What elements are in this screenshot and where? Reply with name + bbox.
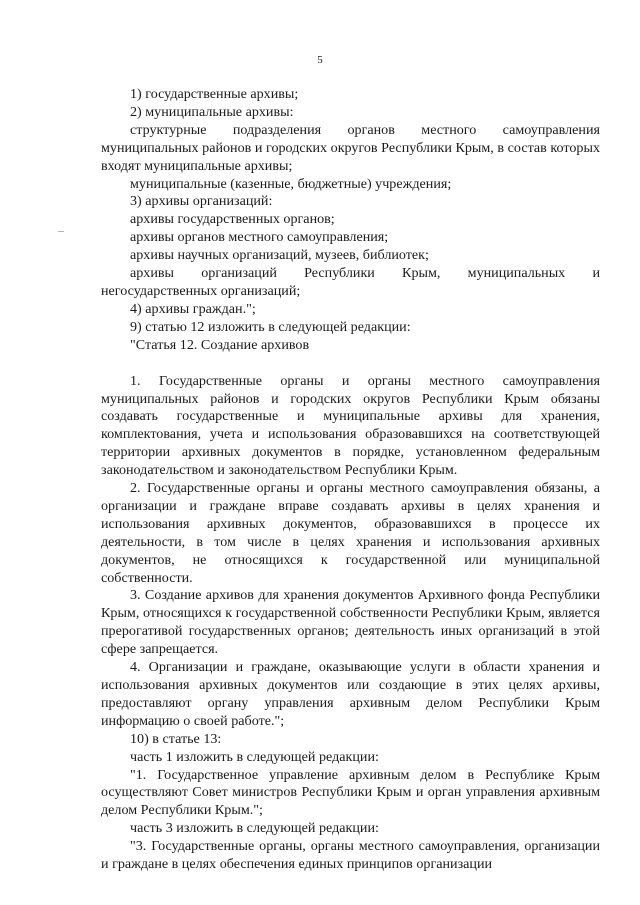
paragraph-part-3-edit: часть 3 изложить в следующей редакции: <box>130 820 379 837</box>
paragraph-scientific-archives: архивы научных организаций, музеев, библиотек; <box>130 247 429 264</box>
article-12-part-3: 3. Создание архивов для хранения документов Архивного фонда Республики Крым, относящихся к государственной собственности Республики Крым, является прерогативой государственных органов; деятельность иных организаций в этой сфере запрещается. <box>101 587 600 658</box>
paragraph-amendment-article-12: 9) статью 12 изложить в следующей редакции: <box>130 318 411 335</box>
paragraph-municipal-institutions: муниципальные (казенные, бюджетные) учреждения; <box>130 175 452 192</box>
article-12-heading: "Статья 12. Создание архивов <box>130 336 310 353</box>
article-13-part-1: "1. Государственное управление архивным делом в Республике Крым осуществляют Совет министров Республики Крым и орган управления архивным делом Республики Крым."; <box>101 766 600 819</box>
paragraph-state-bodies-archives: архивы государственных органов; <box>130 211 335 228</box>
article-12-part-1: 1. Государственные органы и органы местного самоуправления муниципальных районов и городских округов Республики Крым обязаны создавать государственные и муниципальные архивы для хранения, комплектования, учета и использования образовавшихся на соответствующей территории архивных документов в порядке, установленном федеральным законодательством и законодательством Республики Крым. <box>101 372 600 479</box>
list-item-organization-archives: 3) архивы организаций: <box>130 193 273 210</box>
paragraph-structural-units: структурные подразделения органов местного самоуправления муниципальных районов и городских округов Республики Крым, в состав которых входят муниципальные архивы; <box>101 121 600 174</box>
paragraph-amendment-article-13: 10) в статье 13: <box>130 730 222 747</box>
list-item-municipal-archives: 2) муниципальные архивы: <box>130 103 294 120</box>
paragraph-crimea-organizations-archives: архивы организаций Республики Крым, муниципальных и негосударственных организаций; <box>101 265 600 299</box>
article-12-part-2: 2. Государственные органы и органы местного самоуправления обязаны, а организации и граждане вправе создавать архивы в целях хранения и использования архивных документов, образовавшихся в процессе их деятельности, в том числе в целях хранения и использования архивных документов, не относящихся к государственной или муниципальной собственности. <box>101 480 600 586</box>
list-item-state-archives: 1) государственные архивы; <box>130 86 299 102</box>
paragraph-local-government-archives: архивы органов местного самоуправления; <box>130 229 389 246</box>
page-number: 5 <box>317 54 323 66</box>
article-12-part-4: 4. Организации и граждане, оказывающие услуги в области хранения и использования архивных документов или создающие в этих целях архивы, предоставляют органу управления архивным делом Республики Крым информацию о своей работе."; <box>101 659 600 729</box>
document-body <box>101 86 600 874</box>
margin-mark <box>58 231 64 232</box>
list-item-citizen-archives: 4) архивы граждан."; <box>130 300 256 317</box>
paragraph-part-1-edit: часть 1 изложить в следующей редакции: <box>130 748 379 765</box>
article-13-part-3: "3. Государственные органы, органы местного самоуправления, организации и граждане в целях обеспечения единых принципов организации <box>101 838 600 873</box>
